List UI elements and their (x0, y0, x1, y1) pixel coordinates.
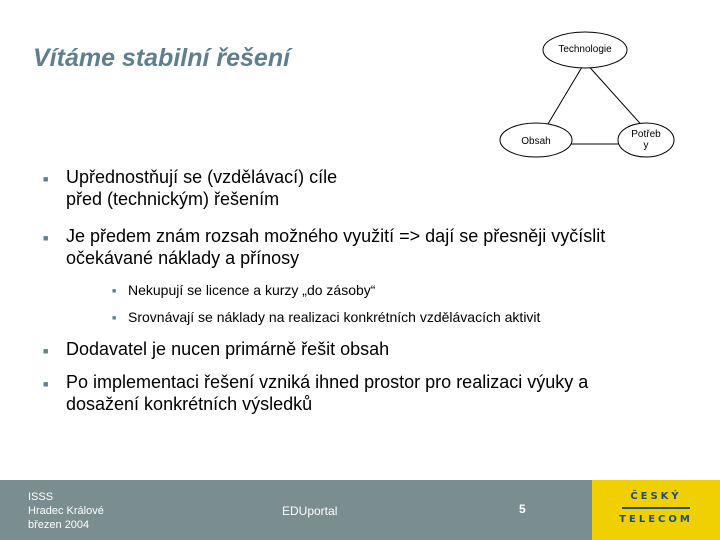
bullet-text: Srovnávají se náklady na realizaci konkrétních vzdělávacích aktivit (128, 309, 541, 325)
diagram-label-potreby: Potřeb y (631, 129, 661, 151)
bullet-marker: ■ (43, 174, 49, 184)
bullet-marker: ■ (43, 233, 49, 243)
sub-bullet-item (112, 308, 540, 326)
diagram-label-obsah: Obsah (521, 136, 551, 147)
diagram-edge-right (585, 62, 646, 130)
footer-center-text: EDUportal (282, 504, 338, 518)
bullet-item (43, 338, 389, 360)
bullet-text: Je předem znám rozsah možného využití => dají se přesněji vyčíslit očekávané náklady a přínosy (66, 226, 606, 268)
bullet-marker: ■ (43, 379, 49, 389)
bullet-text: Nekupují se licence a kurzy „do zásoby“ (128, 282, 376, 298)
bullet-item (43, 225, 605, 269)
bullet-text: Po implementaci řešení vzniká ihned prostor pro realizaci výuky a dosažení konkrétních výsledků (66, 372, 589, 414)
page-number: 5 (519, 502, 526, 516)
bullet-text: Dodavatel je nucen primárně řešit obsah (66, 339, 390, 359)
footer-event-info (28, 490, 104, 532)
footer-date: březen 2004 (28, 519, 90, 531)
sub-bullet-item (112, 281, 375, 299)
cesky-telecom-logo (592, 480, 720, 540)
logo-text-line1: ČESKÝ (630, 491, 682, 502)
footer-org: ISSS (28, 491, 54, 503)
slide-title: Vítáme stabilní řešení (33, 44, 291, 72)
footer-place: Hradec Králové (28, 505, 104, 517)
bullet-text: Upřednostňují se (vzdělávací) cíle před (technickým) řešením (66, 167, 338, 209)
bullet-marker: ■ (112, 288, 117, 295)
bullet-item (43, 371, 588, 415)
bullet-marker: ■ (112, 315, 117, 322)
bullet-item (43, 166, 337, 210)
bullet-marker: ■ (43, 346, 49, 356)
footer-bar (0, 480, 720, 540)
diagram-label-technologie: Technologie (558, 44, 612, 55)
logo-text-line2: TELECOM (619, 514, 693, 525)
logo-divider (622, 507, 690, 509)
